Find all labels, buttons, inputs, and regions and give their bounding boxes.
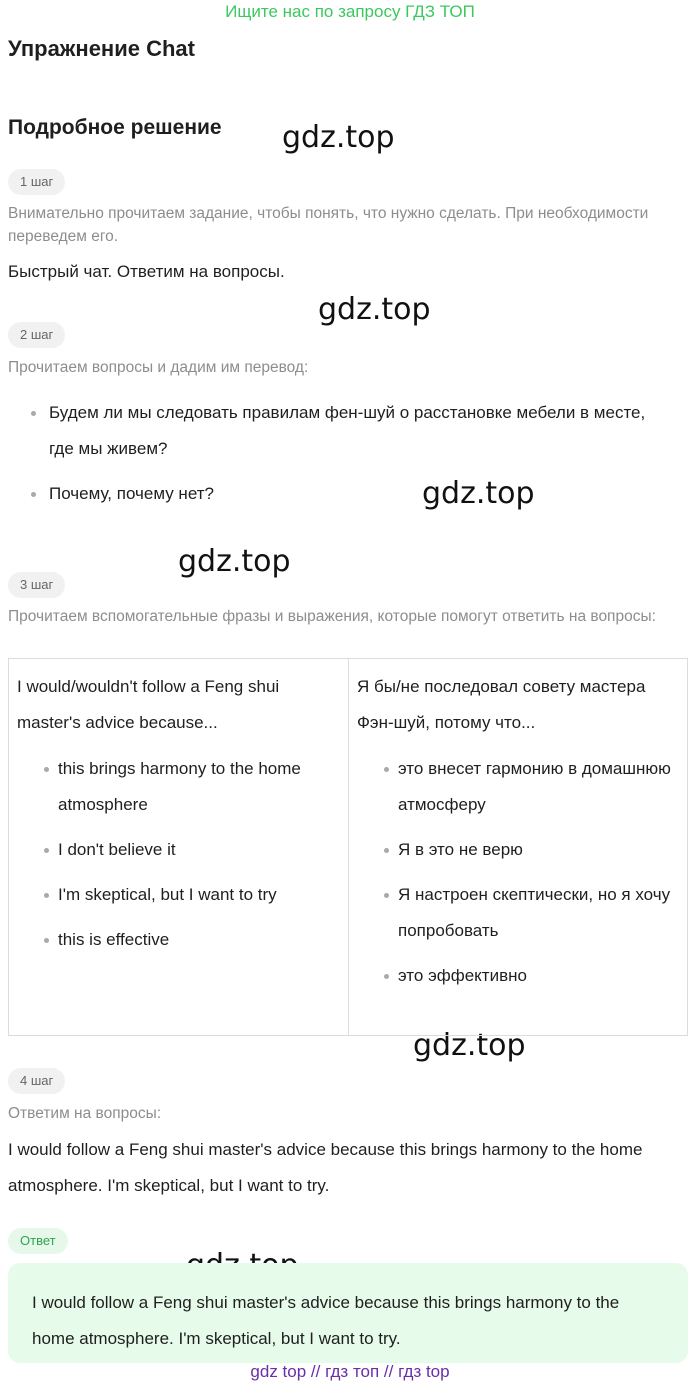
step-2-badge: 2 шаг [8, 322, 65, 348]
phrase-table [8, 658, 688, 1036]
phrase-list [17, 751, 340, 958]
section-title: Подробное решение [8, 116, 222, 139]
step-1-text: Быстрый чат. Ответим на вопросы. [8, 262, 285, 281]
phrase-column-russian [348, 659, 687, 1035]
phrase-column-english [9, 659, 348, 1035]
step-3-hint: Прочитаем вспомогательные фразы и выражения, которые помогут ответить на вопросы: [8, 608, 656, 625]
list-item: Почему, почему нет? [27, 476, 647, 512]
watermark: gdz.top [178, 544, 291, 579]
list-item: this brings harmony to the home atmosphere [17, 751, 340, 823]
footer-links: gdz top // гдз топ // гдз top [250, 1362, 450, 1381]
step-2-hint: Прочитаем вопросы и дадим им перевод: [8, 359, 309, 376]
step-2-question-list [27, 395, 647, 521]
list-item: это эффективно [357, 958, 679, 994]
list-item: I'm skeptical, but I want to try [17, 877, 340, 913]
watermark: gdz.top [422, 476, 535, 511]
step-4-hint: Ответим на вопросы: [8, 1105, 162, 1122]
phrase-intro: Я бы/не последовал совету мастера Фэн-шуй, потому что... [357, 677, 646, 732]
step-4-text: I would follow a Feng shui master's advice because this brings harmony to the home atmosphere. I'm skeptical, but I want to try. [8, 1140, 643, 1195]
step-4-badge: 4 шаг [8, 1068, 65, 1094]
search-banner: Ищите нас по запросу ГДЗ ТОП [225, 2, 475, 21]
list-item: this is effective [17, 922, 340, 958]
answer-text: I would follow a Feng shui master's advice because this brings harmony to the home atmosphere. I'm skeptical, but I want to try. [32, 1293, 620, 1348]
phrase-list [357, 751, 679, 994]
list-item: это внесет гармонию в домашнюю атмосферу [357, 751, 679, 823]
step-1-badge: 1 шаг [8, 169, 65, 195]
list-item: Я настроен скептически, но я хочу попробовать [357, 877, 679, 949]
watermark: gdz.top [413, 1028, 526, 1063]
answer-badge: Ответ [8, 1228, 68, 1254]
list-item: I don't believe it [17, 832, 340, 868]
watermark: gdz.top [318, 292, 431, 327]
answer-box [8, 1263, 688, 1363]
list-item: Я в это не верю [357, 832, 679, 868]
list-item: Будем ли мы следовать правилам фен-шуй о расстановке мебели в месте, где мы живем? [27, 395, 647, 467]
watermark: gdz.top [282, 120, 395, 155]
step-1-hint: Внимательно прочитаем задание, чтобы понять, что нужно сделать. При необходимости переведем его. [8, 205, 649, 245]
step-3-badge: 3 шаг [8, 572, 65, 598]
page-title: Упражнение Chat [8, 36, 195, 61]
phrase-intro: I would/wouldn't follow a Feng shui master's advice because... [17, 677, 280, 732]
